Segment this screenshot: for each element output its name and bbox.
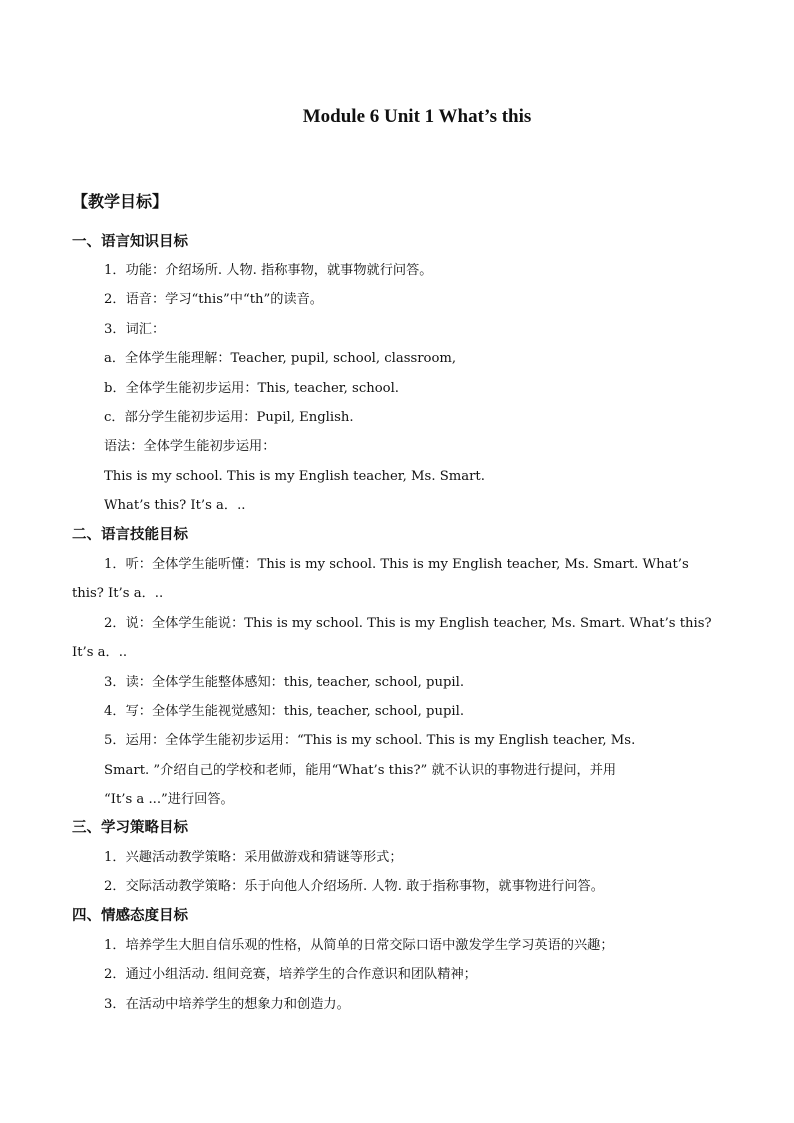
part2-item: this? It’s a．.. <box>72 586 164 601</box>
part1-item: 2．语音：学习“this”中“th”的读音。 <box>104 292 323 307</box>
part2-item: 5．运用：全体学生能初步运用：“This is my school. This is my English teacher, Ms. <box>104 733 636 748</box>
section-header: 【教学目标】 <box>72 192 169 211</box>
part2-item: It’s a．.. <box>72 645 128 660</box>
part2-item: “It’s a ...”进行回答。 <box>104 792 234 807</box>
part1-item: 3．词汇： <box>104 322 166 337</box>
document-title: Module 6 Unit 1 What’s this <box>302 106 532 127</box>
part3-item: 1．兴趣活动教学策略：采用做游戏和猜谜等形式； <box>104 850 403 865</box>
part1-item: What’s this? It’s a．.. <box>104 498 246 513</box>
part2-item: 2．说：全体学生能说：This is my school. This is my English teacher, Ms. Smart. What’s this? <box>104 616 712 631</box>
part3-item: 2．交际活动教学策略：乐于向他人介绍场所. 人物. 敢于指称事物，就事物进行问答。 <box>104 879 604 894</box>
part1-item: This is my school. This is my English teacher, Ms. Smart. <box>104 469 485 484</box>
part2-item: 4．写：全体学生能视觉感知：this, teacher, school, pupil. <box>104 704 465 719</box>
part2-item: 1．听：全体学生能听懂：This is my school. This is my English teacher, Ms. Smart. What’s <box>104 557 689 572</box>
part2-item: Smart. ”介绍自己的学校和老师，能用“What’s this?” 就不认识的事物进行提问，并用 <box>104 763 617 778</box>
part1-item: b．全体学生能初步运用：This, teacher, school. <box>104 381 399 396</box>
part1-item: c．部分学生能初步运用：Pupil, English. <box>104 410 354 425</box>
part4-item: 3．在活动中培养学生的想象力和创造力。 <box>104 997 350 1012</box>
part1-heading: 一、语言知识目标 <box>72 233 188 250</box>
part1-item: a．全体学生能理解：Teacher, pupil, school, classroom, <box>104 351 457 366</box>
part3-heading: 三、学习策略目标 <box>72 819 188 836</box>
part2-item: 3．读：全体学生能整体感知：this, teacher, school, pupil. <box>104 675 465 690</box>
part4-item: 2．通过小组活动. 组间竞赛，培养学生的合作意识和团队精神； <box>104 967 477 982</box>
part1-item: 语法：全体学生能初步运用： <box>104 439 276 454</box>
part2-heading: 二、语言技能目标 <box>72 526 188 543</box>
part4-item: 1．培养学生大胆自信乐观的性格，从简单的日常交际口语中激发学生学习英语的兴趣； <box>104 938 614 953</box>
part4-heading: 四、情感态度目标 <box>72 907 188 924</box>
part1-item: 1．功能：介绍场所. 人物. 指称事物，就事物就行问答。 <box>104 263 433 278</box>
